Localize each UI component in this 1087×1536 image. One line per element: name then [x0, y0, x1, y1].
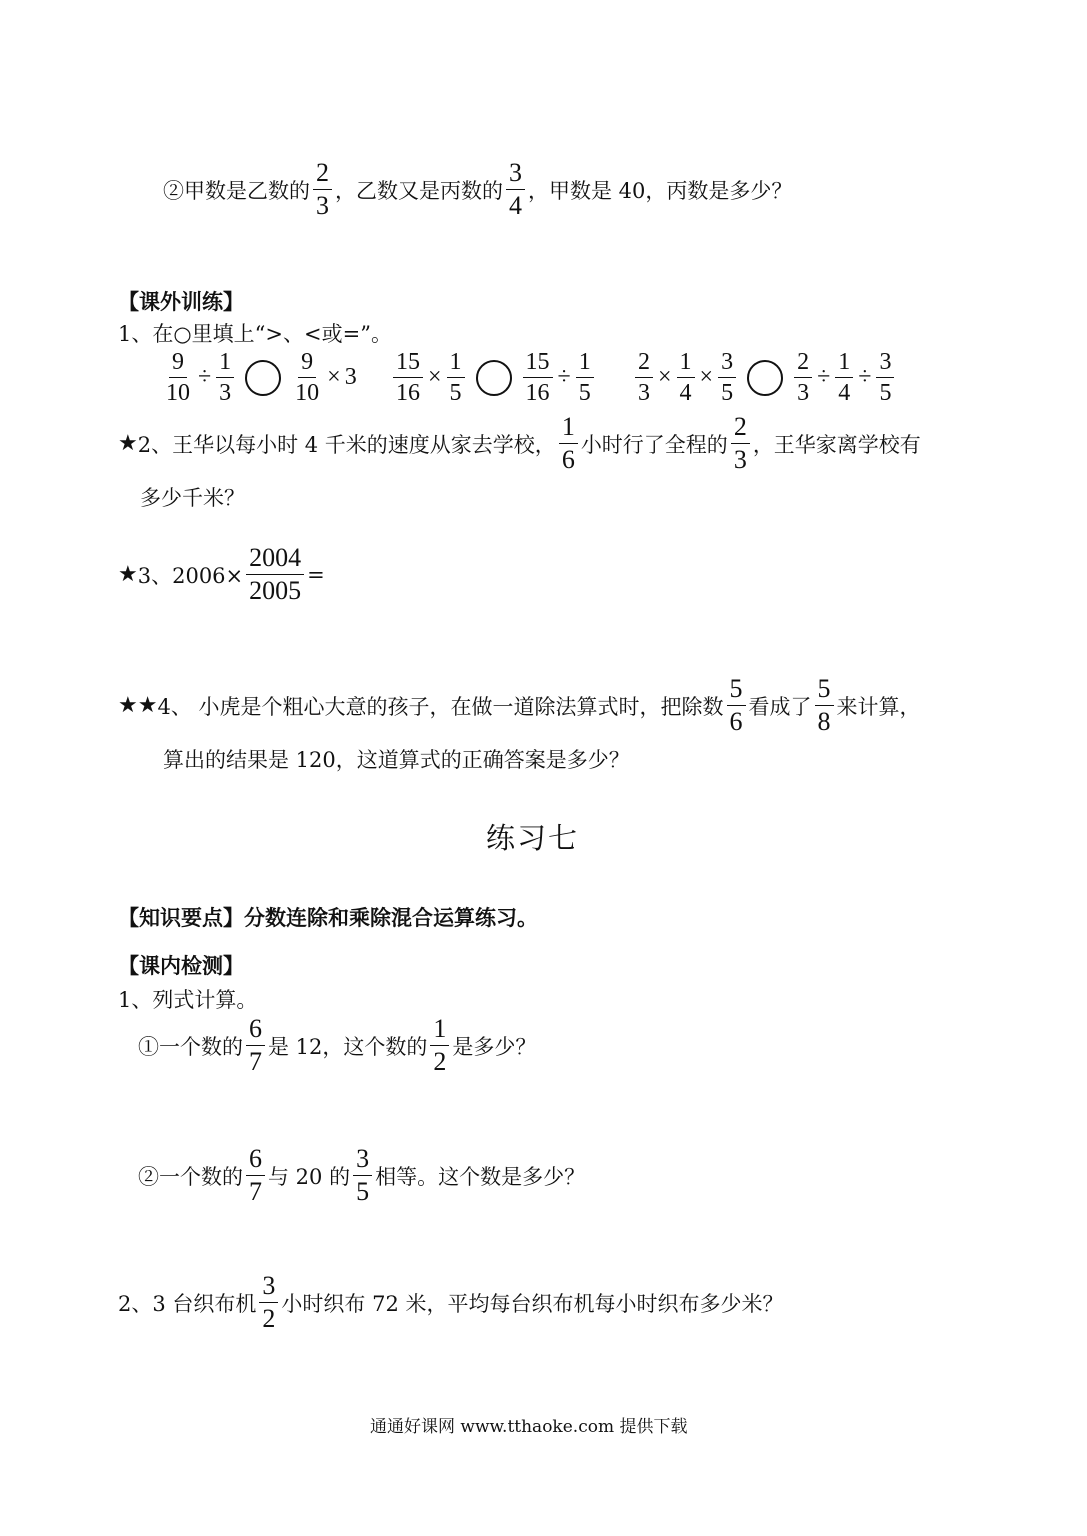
numerator: 9	[298, 350, 316, 378]
operator: ÷	[817, 364, 831, 390]
comparison-2	[390, 350, 597, 405]
question-3	[118, 545, 325, 604]
question-1b	[138, 1146, 585, 1205]
text: ②甲数是乙数的	[163, 178, 310, 203]
footer-source: 通通好课网 www.tthaoke.com 提供下载	[370, 1417, 688, 1437]
star-icon: ★★	[118, 693, 158, 718]
operator: ×	[327, 364, 341, 390]
denominator: 6	[561, 445, 575, 474]
denominator: 3	[638, 380, 650, 406]
text: ，王华家离学校有	[752, 432, 921, 457]
operator: ÷	[198, 364, 212, 390]
fraction	[259, 1273, 278, 1332]
denominator: 2005	[249, 576, 302, 605]
denominator: 4	[509, 191, 522, 220]
fraction	[246, 545, 304, 604]
fraction	[727, 676, 746, 735]
text: ②一个数的	[138, 1164, 243, 1189]
denominator: 10	[166, 380, 190, 406]
text: 4、 小虎是个粗心大意的孩子，在做一道除法算式时，把除数	[157, 694, 724, 719]
fraction	[815, 676, 834, 735]
operator: ÷	[557, 364, 571, 390]
star-icon: ★	[118, 431, 138, 456]
text: 小时织布 72 米，平均每台织布机每小时织布多少米？	[281, 1291, 784, 1316]
numerator: 1	[559, 414, 578, 444]
fraction	[835, 350, 853, 405]
fraction	[353, 1146, 372, 1205]
operator: ÷	[858, 364, 872, 390]
text: 2、3 台织布机	[118, 1291, 257, 1316]
fraction	[313, 160, 332, 219]
denominator: 4	[838, 380, 851, 406]
section-heading-in-class-test: 【课内检测】	[118, 954, 244, 978]
operator: ×	[658, 364, 672, 390]
fraction	[559, 414, 578, 473]
text: 相等。这个数是多少？	[375, 1164, 586, 1189]
numerator: 15	[393, 350, 423, 378]
denominator: 3	[797, 380, 810, 406]
denominator: 16	[396, 380, 420, 406]
text: 2、王华以每小时 4 千米的速度从家去学校，	[137, 432, 556, 457]
text: 来计算，	[836, 694, 921, 719]
denominator: 2	[433, 1047, 447, 1076]
section-heading-extra-training: 【课外训练】	[118, 290, 244, 314]
knowledge-points	[118, 902, 538, 932]
comparison-1	[160, 350, 359, 405]
question-1a	[138, 1016, 536, 1075]
fraction	[731, 414, 750, 473]
denominator: 4	[679, 380, 692, 406]
text: 是多少？	[452, 1034, 537, 1059]
denominator: 5	[356, 1177, 370, 1206]
numerator: 5	[727, 676, 746, 706]
numerator: 1	[216, 350, 234, 378]
fraction	[677, 350, 695, 405]
denominator: 7	[249, 1047, 262, 1076]
fraction	[447, 350, 465, 405]
text: =	[307, 562, 325, 587]
numerator: 2	[313, 160, 332, 190]
denominator: 16	[525, 380, 550, 406]
fraction	[576, 350, 594, 405]
denominator: 10	[295, 380, 320, 406]
numerator: 3	[876, 350, 894, 378]
denominator: 5	[879, 380, 892, 406]
numerator: 6	[246, 1146, 265, 1176]
section-title: 练习七	[486, 821, 580, 855]
numerator: 1	[576, 350, 594, 378]
fraction	[393, 350, 423, 405]
denominator: 5	[721, 380, 734, 406]
text: 是 12，这个数的	[268, 1034, 428, 1059]
numerator: 1	[430, 1016, 449, 1046]
numerator: 6	[246, 1016, 265, 1046]
heading-text: 分数连除和乘除混合运算练习。	[244, 906, 538, 930]
denominator: 3	[733, 445, 747, 474]
fraction	[635, 350, 653, 405]
question-4	[118, 676, 921, 735]
numerator: 9	[169, 350, 187, 378]
numerator: 1	[835, 350, 853, 378]
question-2	[118, 1273, 783, 1332]
operator: ×	[699, 364, 714, 390]
numerator: 15	[523, 350, 553, 378]
question-1-text: 1、在○里填上“>、<或=”。	[118, 322, 392, 346]
denominator: 8	[817, 707, 831, 736]
text: ①一个数的	[138, 1034, 243, 1059]
numerator: 2004	[246, 545, 304, 575]
numerator: 2	[731, 414, 750, 444]
heading: 【知识要点】	[118, 906, 244, 930]
comparison-3	[632, 350, 897, 405]
answer-circle[interactable]	[747, 360, 783, 396]
numerator: 3	[718, 350, 736, 378]
denominator: 5	[449, 380, 462, 406]
fraction	[876, 350, 894, 405]
numerator: 2	[635, 350, 653, 378]
answer-circle[interactable]	[476, 360, 512, 396]
text: ，甲数是 40，丙数是多少？	[528, 178, 793, 203]
numerator: 2	[794, 350, 812, 378]
fraction	[718, 350, 736, 405]
prev-question-2	[163, 160, 792, 219]
fraction	[430, 1016, 449, 1075]
text: 与 20 的	[268, 1164, 351, 1189]
number: 3	[344, 364, 357, 390]
operator: ×	[428, 364, 442, 390]
text: 3、2006×	[137, 563, 244, 588]
denominator: 6	[729, 707, 743, 736]
fraction	[216, 350, 234, 405]
denominator: 3	[219, 380, 232, 406]
fraction	[246, 1016, 265, 1075]
question-2-line2: 多少千米？	[140, 486, 245, 510]
numerator: 3	[259, 1273, 278, 1303]
fraction	[794, 350, 812, 405]
text: 看成了	[748, 694, 812, 719]
numerator: 3	[353, 1146, 372, 1176]
numerator: 3	[506, 160, 525, 190]
star-icon: ★	[118, 562, 138, 587]
fraction	[163, 350, 193, 405]
question-4-line2: 算出的结果是 120，这道算式的正确答案是多少？	[163, 748, 630, 772]
question-2	[118, 414, 921, 473]
numerator: 5	[815, 676, 834, 706]
numerator: 1	[447, 350, 465, 378]
fraction	[246, 1146, 265, 1205]
numerator: 1	[677, 350, 695, 378]
denominator: 5	[578, 380, 591, 406]
denominator: 2	[262, 1304, 276, 1333]
fraction	[506, 160, 525, 219]
fraction	[523, 350, 553, 405]
text: ，乙数又是丙数的	[335, 178, 503, 203]
answer-circle[interactable]	[245, 360, 281, 396]
text: 小时行了全程的	[580, 432, 728, 457]
question-1-text: 1、列式计算。	[118, 988, 258, 1012]
denominator: 3	[316, 191, 329, 220]
fraction	[292, 350, 322, 405]
denominator: 7	[249, 1177, 262, 1206]
